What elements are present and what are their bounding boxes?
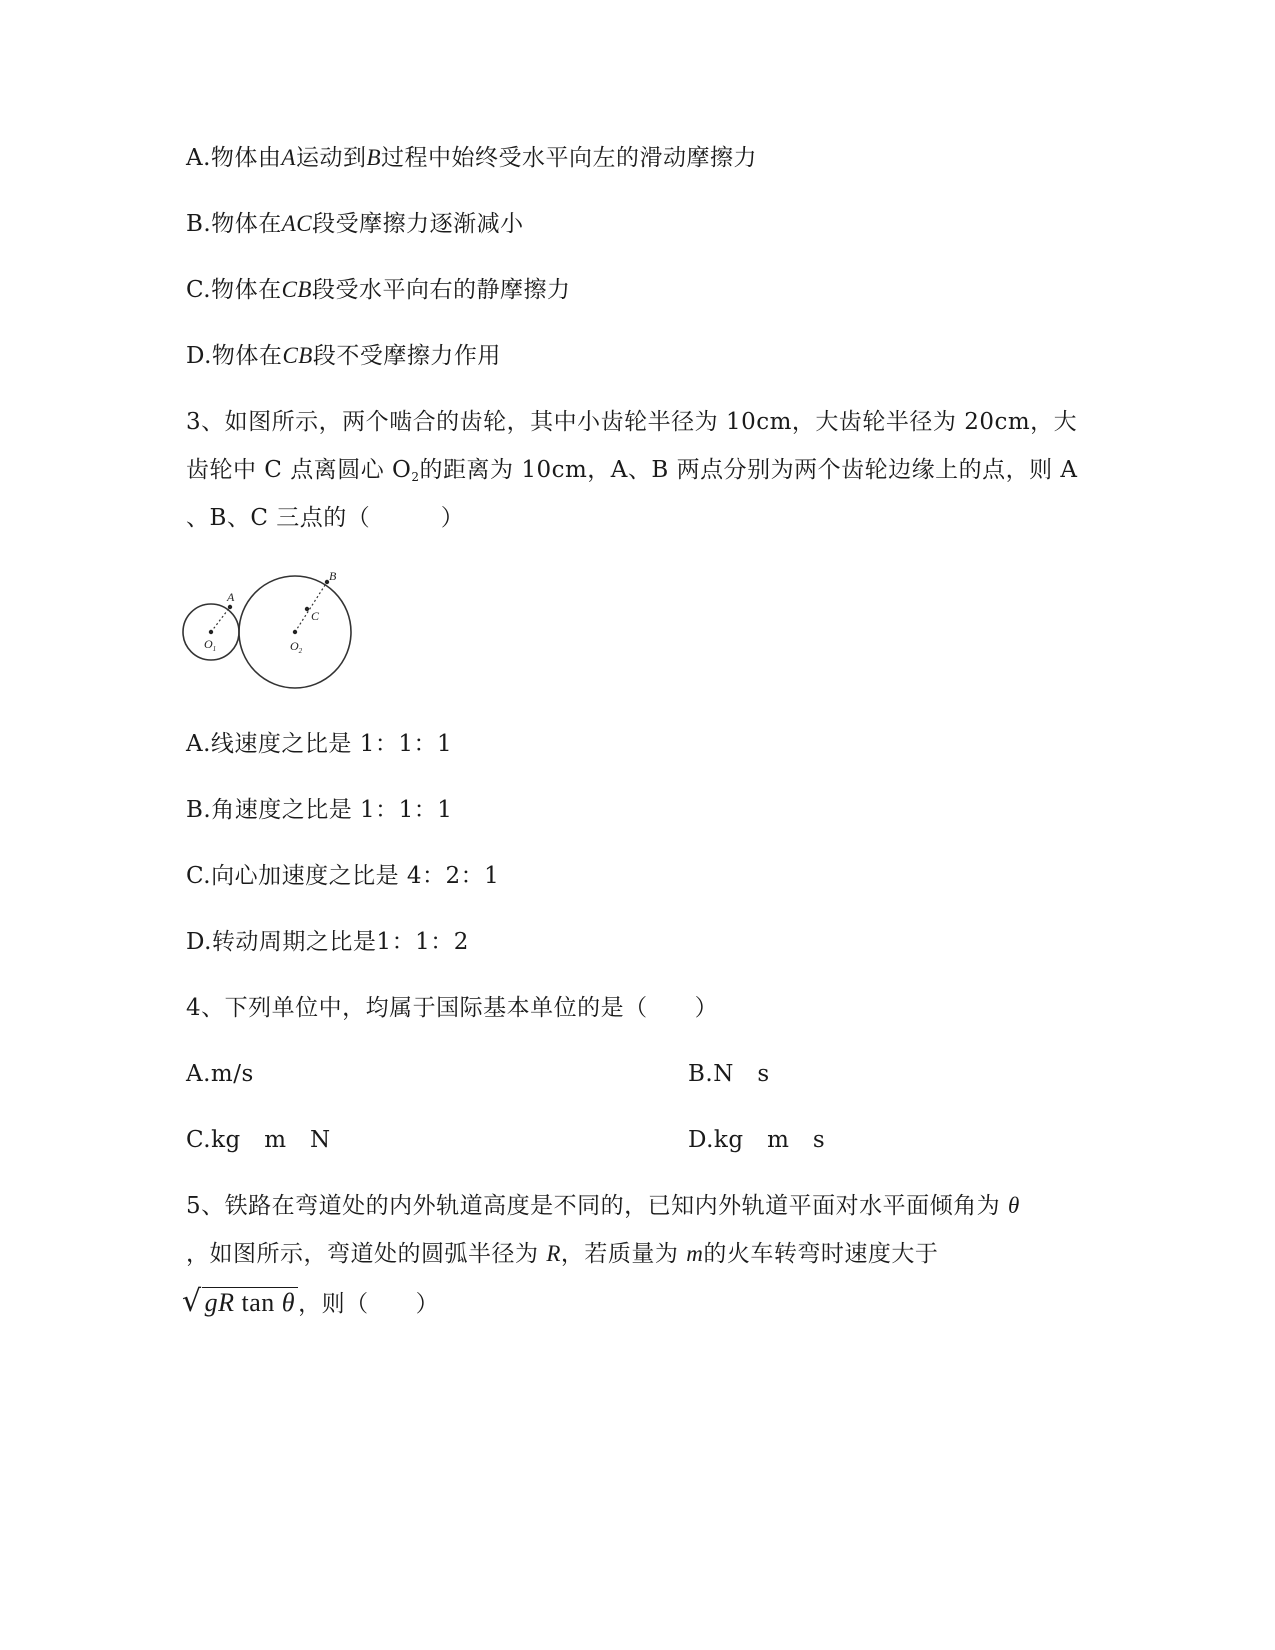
q3-stem-line-2: 齿轮中 C 点离圆心 $O_2$的距离为 10cm，A、B 两点分别为两个齿轮边缘上的点，则 A <box>186 457 1078 484</box>
label-o1: $O_1$ <box>204 637 217 653</box>
sqrt-expression: √ gR tan θ <box>182 1286 298 1318</box>
label-b: B <box>329 569 337 583</box>
q2-option-a: A.物体由A运动到B过程中始终受水平向左的滑动摩擦力 <box>186 145 758 171</box>
q2-option-d: D.物体在CB段不受摩擦力作用 <box>186 343 501 369</box>
point-a <box>228 605 232 609</box>
radius-o2-b <box>295 582 327 632</box>
q5-stem-line-1: 5、铁路在弯道处的内外轨道高度是不同的，已知内外轨道平面对水平面倾角为 θ <box>186 1193 1020 1219</box>
var-m: m <box>686 1241 704 1266</box>
q3-option-d: D.转动周期之比是1：1：2 <box>186 929 469 955</box>
var-r: R <box>546 1241 561 1266</box>
q2-option-b: B.物体在AC段受摩擦力逐渐减小 <box>186 211 524 237</box>
var-cb: CB <box>282 343 313 368</box>
q4-option-c: C.kg m N <box>186 1127 331 1153</box>
q3-option-b: B.角速度之比是 1：1：1 <box>186 797 453 823</box>
radius-o1-a <box>211 607 230 632</box>
q5-stem-line-3: √ gR tan θ ，则（ ） <box>182 1284 440 1319</box>
radical-sign: √ <box>182 1284 202 1319</box>
var-ac: AC <box>281 211 313 236</box>
gear-diagram <box>180 569 360 705</box>
q2-option-c: C.物体在CB段受水平向右的静摩擦力 <box>186 277 571 303</box>
q4-stem: 4、下列单位中，均属于国际基本单位的是（ ） <box>186 995 719 1021</box>
q4-option-b: B.N s <box>688 1061 770 1087</box>
q4-option-d: D.kg m s <box>688 1127 826 1153</box>
q4-option-a: A.m/s <box>186 1061 254 1087</box>
point-o1 <box>209 630 213 634</box>
q3-option-c: C.向心加速度之比是 4：2：1 <box>186 863 500 889</box>
var-theta: θ <box>1007 1193 1020 1218</box>
q3-option-a: A.线速度之比是 1：1：1 <box>186 731 453 757</box>
label-o2: $O_2$ <box>290 639 303 655</box>
var-cb: CB <box>281 277 312 302</box>
label-a: A <box>227 590 235 604</box>
var-b: B <box>366 145 382 170</box>
q3-stem-line-3: 、B、C 三点的（ ） <box>186 505 465 531</box>
var-a: A <box>281 145 296 170</box>
q5-stem-line-2: ，如图所示，弯道处的圆弧半径为 R，若质量为 m的火车转弯时速度大于 <box>186 1241 939 1267</box>
q3-stem-line-1: 3、如图所示，两个啮合的齿轮，其中小齿轮半径为 10cm，大齿轮半径为 20cm，大 <box>186 409 1078 435</box>
point-c <box>305 607 309 611</box>
point-o2 <box>293 630 297 634</box>
label-c: C <box>311 609 320 623</box>
